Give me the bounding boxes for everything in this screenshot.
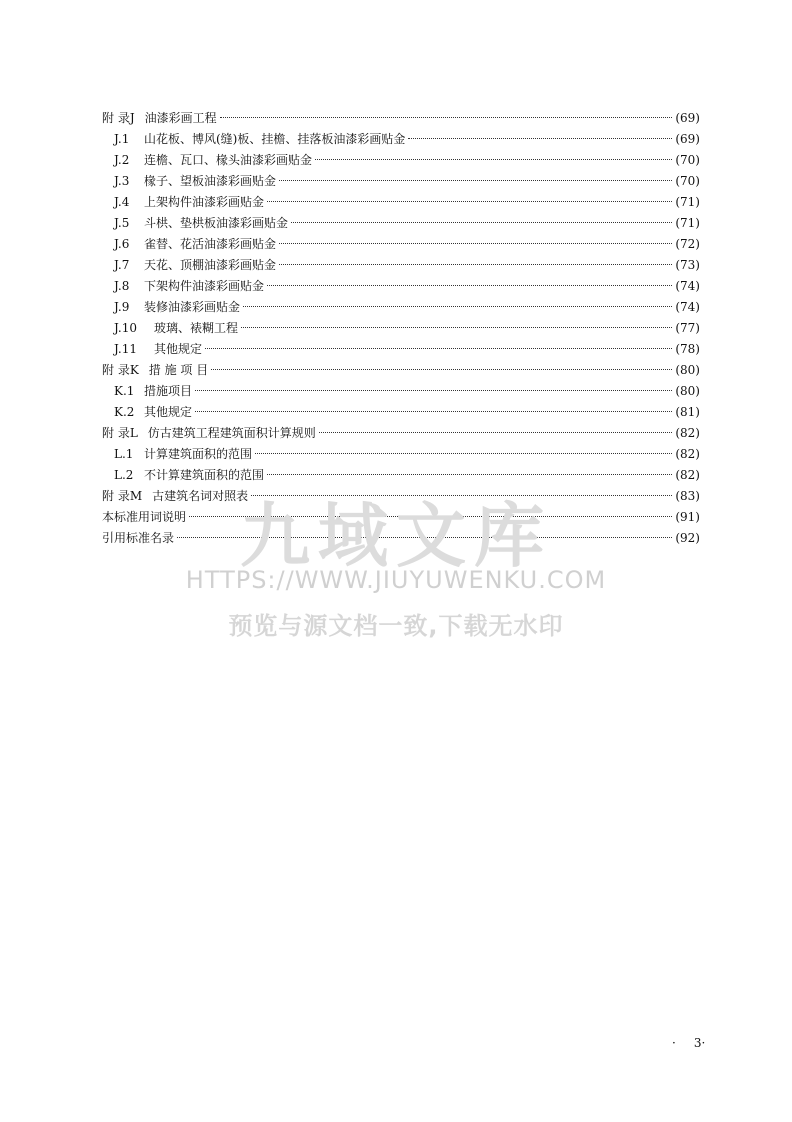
toc-entry-number: L.1 — [114, 447, 134, 461]
toc-leader-dots — [189, 516, 672, 517]
toc-entry-page: (82) — [675, 468, 700, 482]
toc-entry-number: 附 录L — [102, 426, 138, 440]
toc-leader-dots — [241, 327, 672, 328]
watermark-logo: 九域文库 — [240, 495, 552, 577]
toc-entry-number: L.2 — [114, 468, 134, 482]
toc-leader-dots — [279, 264, 672, 265]
toc-entry-number: J.11 — [114, 342, 137, 356]
toc-entry[interactable] — [102, 423, 700, 444]
toc-entry[interactable] — [102, 402, 700, 423]
toc-leader-dots — [315, 159, 672, 160]
toc-leader-dots — [251, 495, 672, 496]
toc-entry-page: (80) — [675, 363, 700, 377]
page-number — [672, 1036, 705, 1050]
toc-entry-title: 仿古建筑工程建筑面积计算规则 — [147, 426, 316, 440]
toc-entry-title: 本标准用词说明 — [102, 510, 187, 524]
toc-entry[interactable] — [102, 381, 700, 402]
toc-entry-title: 连檐、瓦口、椽头油漆彩画贴金 — [144, 153, 313, 167]
toc-entry-title: 措 施 项 目 — [148, 363, 209, 377]
toc-entry-page: (82) — [675, 426, 700, 440]
toc-entry-number: 附 录J — [102, 111, 135, 125]
toc-entry-title: 天花、顶棚油漆彩画贴金 — [144, 258, 277, 272]
toc-entry-title: 上架构件油漆彩画贴金 — [144, 195, 265, 209]
toc-entry[interactable] — [102, 276, 700, 297]
toc-entry-page: (83) — [675, 489, 700, 503]
toc-entry[interactable] — [102, 255, 700, 276]
toc-entry-page: (77) — [675, 321, 700, 335]
toc-entry-title: 古建筑名词对照表 — [152, 489, 249, 503]
toc-entry-number: J.4 — [114, 195, 130, 209]
toc-entry-page: (74) — [675, 279, 700, 293]
toc-leader-dots — [195, 390, 672, 391]
toc-entry[interactable] — [102, 108, 700, 129]
toc-leader-dots — [220, 117, 673, 118]
toc-entry-title: 油漆彩画工程 — [144, 111, 217, 125]
toc-entry-page: (74) — [675, 300, 700, 314]
toc-entry-number: J.1 — [114, 132, 130, 146]
toc-entry-title: 不计算建筑面积的范围 — [144, 468, 265, 482]
toc-entry-page: (70) — [675, 174, 700, 188]
toc-entry-number: J.8 — [114, 279, 130, 293]
toc-entry-number: J.7 — [114, 258, 130, 272]
toc-entry[interactable] — [102, 129, 700, 150]
toc-entry-page: (73) — [675, 258, 700, 272]
toc-leader-dots — [279, 180, 672, 181]
toc-entry-title: 雀替、花活油漆彩画贴金 — [144, 237, 277, 251]
toc-entry-number: J.5 — [114, 216, 130, 230]
toc-entry[interactable] — [102, 360, 700, 381]
page-number-value: 3· — [693, 1036, 706, 1050]
toc-entry-page: (69) — [675, 132, 700, 146]
toc-leader-dots — [279, 243, 672, 244]
toc-entry[interactable] — [102, 150, 700, 171]
toc-entry-number: J.3 — [114, 174, 130, 188]
toc-entry-page: (81) — [675, 405, 700, 419]
toc-entry[interactable] — [102, 486, 700, 507]
toc-entry-title: 其他规定 — [154, 342, 203, 356]
toc-leader-dots — [267, 285, 672, 286]
toc-entry-number: K.2 — [114, 405, 135, 419]
toc-entry-page: (72) — [675, 237, 700, 251]
toc-leader-dots — [205, 348, 672, 349]
toc-leader-dots — [195, 411, 672, 412]
toc-entry[interactable] — [102, 192, 700, 213]
toc-entry[interactable] — [102, 234, 700, 255]
toc-entry-title: 其他规定 — [144, 405, 193, 419]
toc-entry-title: 引用标准名录 — [102, 531, 175, 545]
toc-entry[interactable] — [102, 444, 700, 465]
toc-leader-dots — [291, 222, 672, 223]
toc-entry-title: 措施项目 — [144, 384, 193, 398]
toc-entry[interactable] — [102, 171, 700, 192]
toc-entry[interactable] — [102, 465, 700, 486]
toc-leader-dots — [319, 432, 673, 433]
toc-entry-page: (91) — [675, 510, 700, 524]
toc-entry[interactable] — [102, 528, 700, 549]
toc-entry-number: K.1 — [114, 384, 135, 398]
watermark-url: HTTPS://WWW.JIUYUWENKU.COM — [185, 566, 607, 594]
toc-entry-title: 计算建筑面积的范围 — [144, 447, 253, 461]
toc-entry-page: (78) — [675, 342, 700, 356]
toc-entry-page: (71) — [675, 216, 700, 230]
toc-entry[interactable] — [102, 318, 700, 339]
toc-leader-dots — [408, 138, 672, 139]
toc-entry-title: 山花板、博风(缝)板、挂檐、挂落板油漆彩画贴金 — [144, 132, 406, 146]
toc-entry-page: (80) — [675, 384, 700, 398]
toc-entry[interactable] — [102, 507, 700, 528]
toc-entry[interactable] — [102, 213, 700, 234]
toc-entry[interactable] — [102, 297, 700, 318]
toc-entry-page: (92) — [675, 531, 700, 545]
toc-entry-page: (69) — [675, 111, 700, 125]
watermark-note: 预览与源文档一致,下载无水印 — [228, 612, 564, 640]
toc-entry-number: J.2 — [114, 153, 130, 167]
toc-entry-number: 附 录M — [102, 489, 143, 503]
toc-entry-number: 附 录K — [102, 363, 139, 377]
table-of-contents — [102, 108, 700, 549]
toc-entry-page: (70) — [675, 153, 700, 167]
toc-leader-dots — [177, 537, 672, 538]
toc-entry-page: (71) — [675, 195, 700, 209]
toc-entry-title: 玻璃、裱糊工程 — [154, 321, 239, 335]
toc-leader-dots — [267, 474, 672, 475]
toc-entry[interactable] — [102, 339, 700, 360]
toc-leader-dots — [211, 369, 672, 370]
toc-entry-title: 装修油漆彩画贴金 — [144, 300, 241, 314]
toc-entry-number: J.6 — [114, 237, 130, 251]
toc-leader-dots — [255, 453, 672, 454]
toc-entry-title: 下架构件油漆彩画贴金 — [144, 279, 265, 293]
toc-entry-title: 斗栱、垫栱板油漆彩画贴金 — [144, 216, 289, 230]
toc-entry-number: J.10 — [114, 321, 137, 335]
toc-leader-dots — [243, 306, 672, 307]
toc-entry-page: (82) — [675, 447, 700, 461]
toc-entry-title: 椽子、望板油漆彩画贴金 — [144, 174, 277, 188]
toc-entry-number: J.9 — [114, 300, 130, 314]
toc-leader-dots — [267, 201, 672, 202]
page-number-dot: · — [672, 1036, 676, 1050]
